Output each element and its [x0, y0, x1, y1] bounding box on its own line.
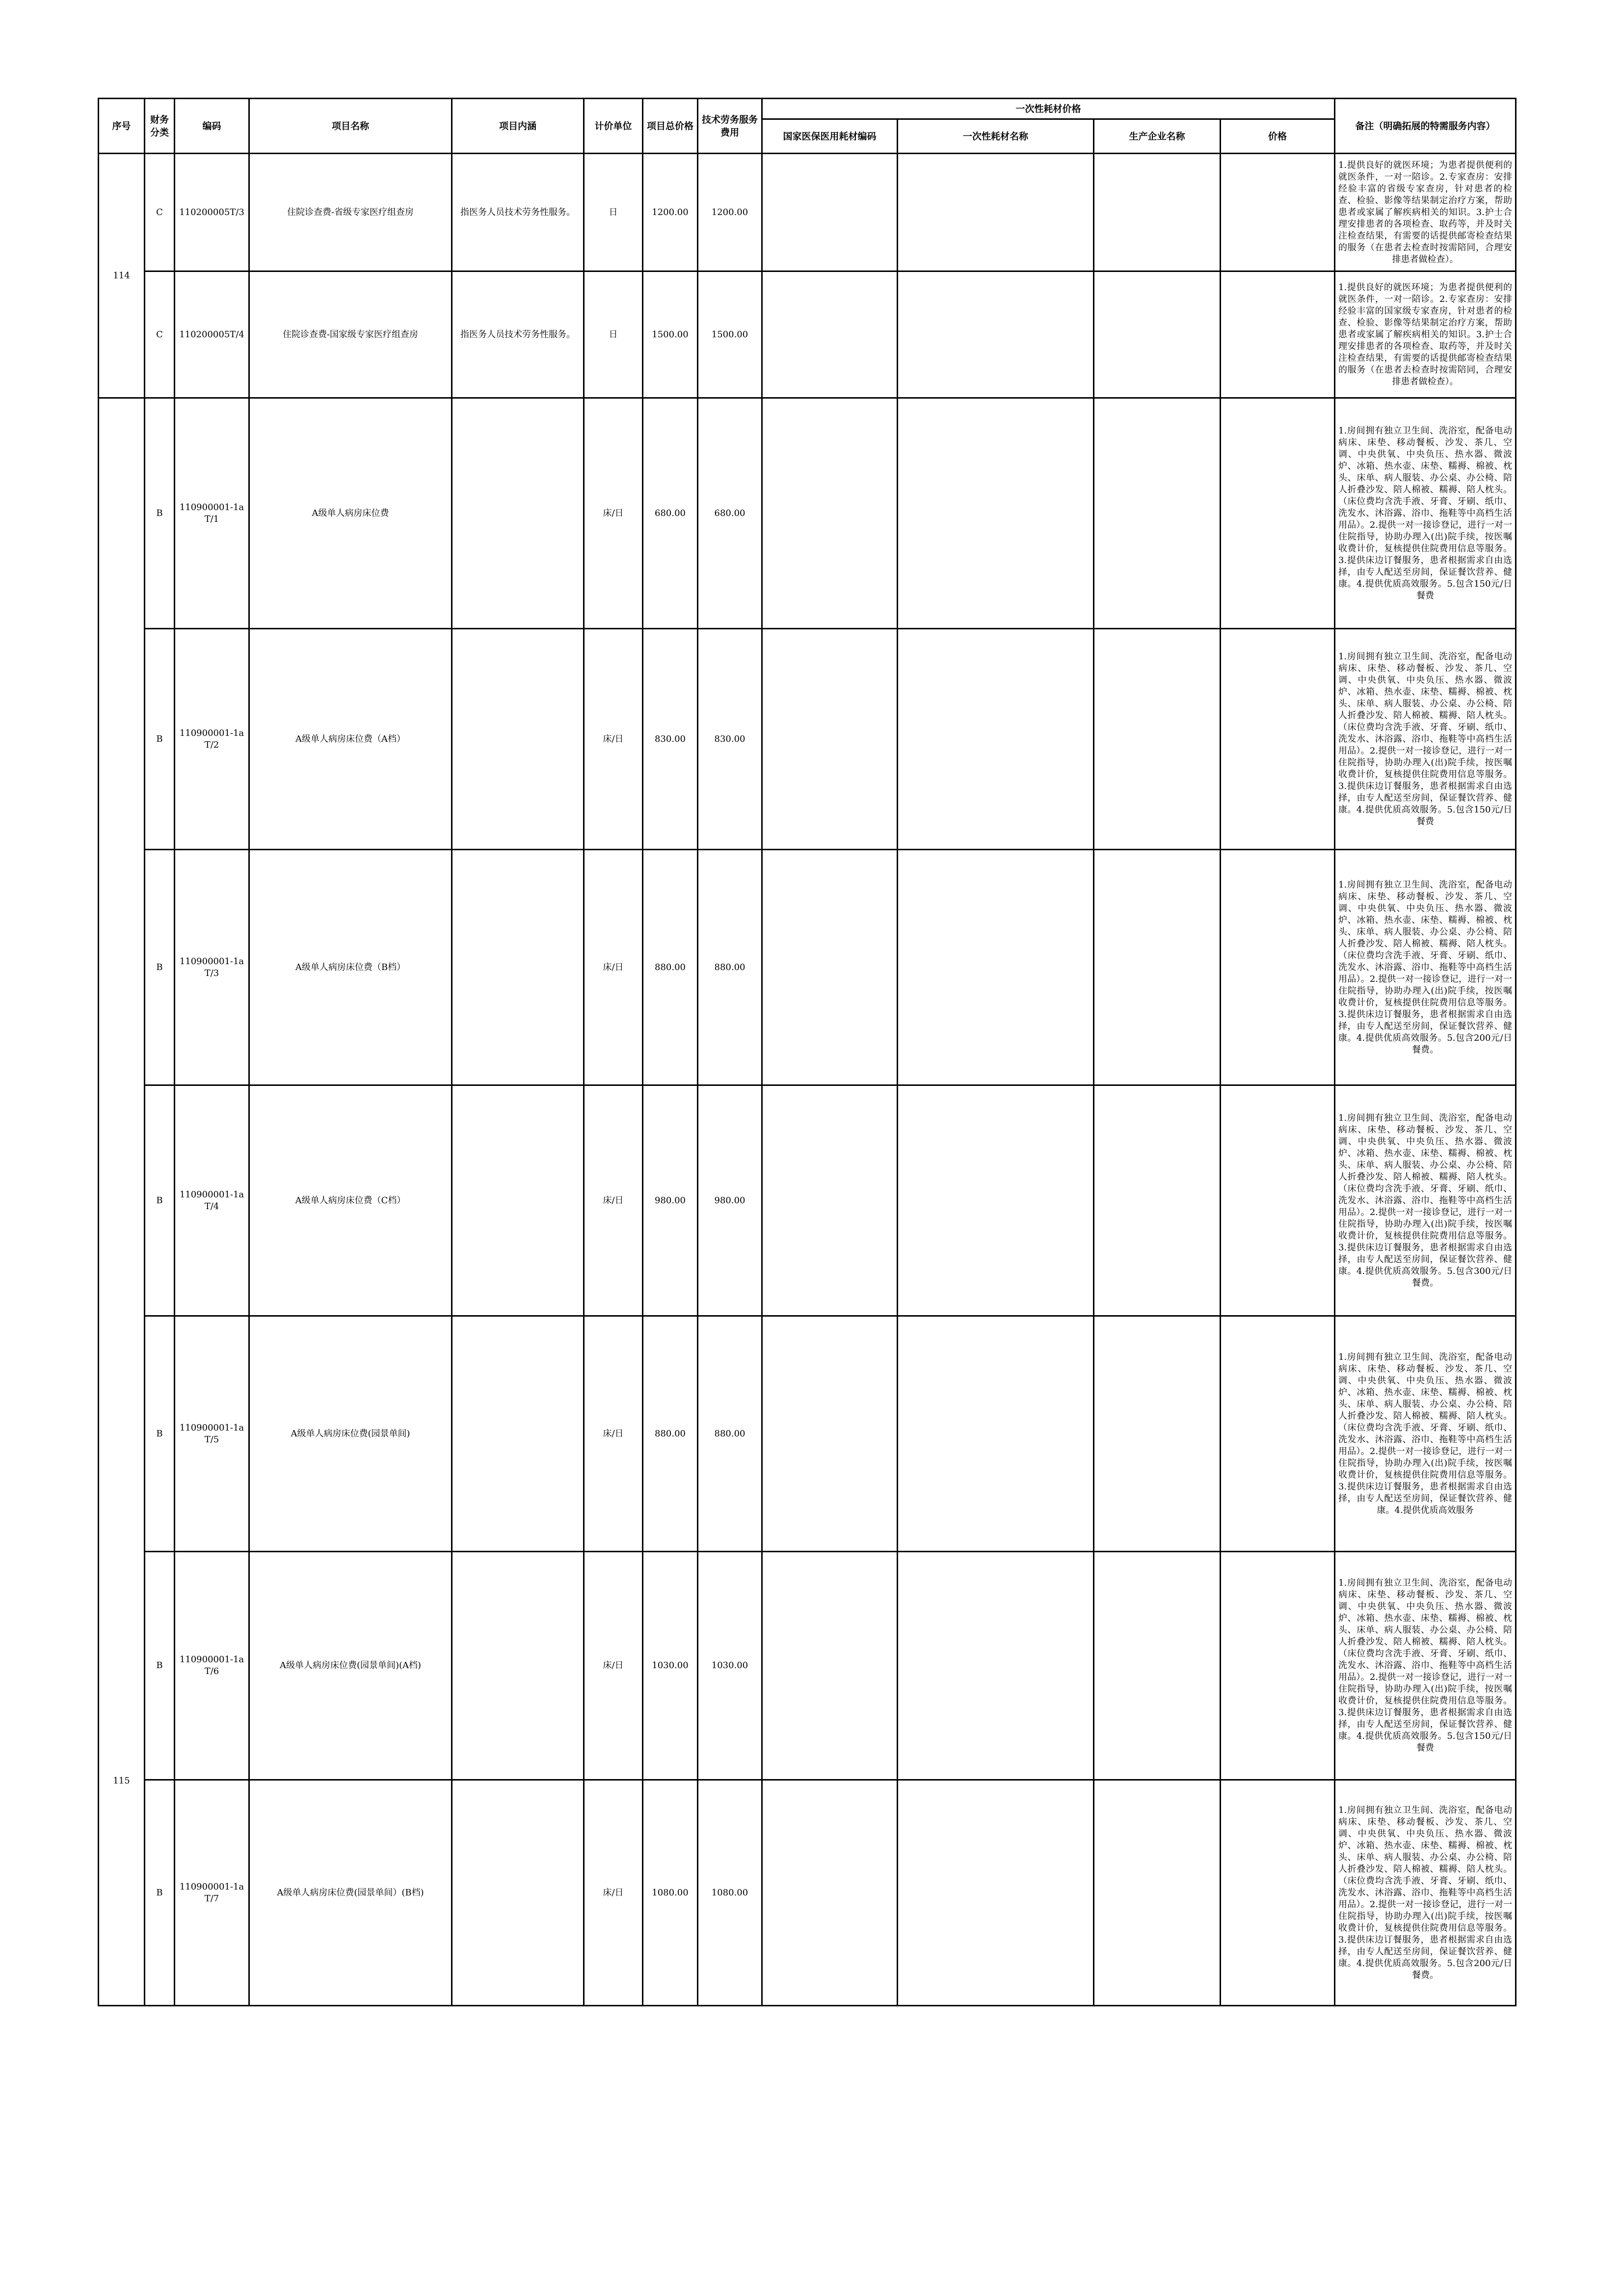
- cell-unit: 日: [584, 154, 643, 271]
- cell-total: 880.00: [643, 1316, 698, 1552]
- cell-remark: [1335, 1316, 1516, 1552]
- cell-labor: 1080.00: [698, 1780, 762, 2006]
- cell-total: 980.00: [643, 1085, 698, 1316]
- cell-fin-cat: C: [145, 271, 175, 398]
- cell-content: [452, 1780, 584, 2006]
- cell-remark: [1335, 1552, 1516, 1780]
- cell-price: [1221, 1780, 1335, 2006]
- cell-consumable-name: [898, 1316, 1094, 1552]
- cell-code: 110900001-1aT/4: [175, 1085, 249, 1316]
- cell-name: A级单人病房床位费(园景单间): [249, 1316, 452, 1552]
- group-seq-115: [99, 398, 145, 2006]
- cell-labor: 880.00: [698, 1316, 762, 1552]
- cell-consumable-code: [762, 398, 898, 629]
- cell-manufacturer: [1094, 629, 1221, 850]
- cell-consumable-code: [762, 1085, 898, 1316]
- cell-fin-cat: B: [145, 1780, 175, 2006]
- cell-consumable-code: [762, 1316, 898, 1552]
- remark-text: 1.提供良好的就医环境；为患者提供便利的就医条件，一对一陪诊。2.专家查房：安排经验丰富的国家级专家查房，针对患者的检查、检验、影像等结果制定治疗方案，帮助患者或家属了解疾病相关的知识。3.护士合理安排患者的各项检查、取药等，并及时关注检查结果，有需要的话提供邮寄检查结果的服务（在患者去检查时按需陪同，合理安排患者做检查）。: [1338, 282, 1513, 387]
- cell-labor: 880.00: [698, 850, 762, 1085]
- cell-price: [1221, 629, 1335, 850]
- cell-fin-cat: B: [145, 1085, 175, 1316]
- remark-text: 1.房间拥有独立卫生间、洗浴室，配备电动病床、床垫、移动餐板、沙发、茶几、空调、中央供氧、中央负压、热水器、微波炉、冰箱、热水壶、床垫、糯褥、棉被、枕头、床单、病人服装、办公桌、办公椅、陪人折叠沙发、陪人棉被、糯褥、陪人枕头。（床位费均含洗手液、牙膏、牙刷、纸巾、洗发水、沐浴露、浴巾、拖鞋等中高档生活用品）。2.提供一对一接诊登记，进行一对一住院指导，协助办理入(出)院手续，按医嘱收费计价，复核提供住院费用信息等服务。3.提供床边订餐服务，患者根据需求自由选择，由专人配送至房间，保证餐饮营养、健康。4.提供优质高效服务。5.包含150元/日餐费: [1338, 651, 1513, 827]
- cell-fin-cat: B: [145, 398, 175, 629]
- cell-code: 110900001-1aT/2: [175, 629, 249, 850]
- header-consumable-group: 一次性耗材价格: [762, 99, 1335, 119]
- cell-code: 110900001-1aT/6: [175, 1552, 249, 1780]
- cell-fin-cat: B: [145, 1316, 175, 1552]
- cell-total: 1200.00: [643, 154, 698, 271]
- cell-labor: 1030.00: [698, 1552, 762, 1780]
- header-price: 价格: [1221, 119, 1335, 154]
- cell-content: 指医务人员技术劳务性服务。: [452, 271, 584, 398]
- header-manufacturer: 生产企业名称: [1094, 119, 1221, 154]
- cell-consumable-code: [762, 1780, 898, 2006]
- cell-total: 1500.00: [643, 271, 698, 398]
- cell-consumable-name: [898, 271, 1094, 398]
- cell-remark: [1335, 1780, 1516, 2006]
- cell-code: 110900001-1aT/1: [175, 398, 249, 629]
- header-item-name: 项目名称: [249, 99, 452, 154]
- table-row: [99, 398, 1516, 629]
- cell-consumable-name: [898, 629, 1094, 850]
- cell-remark: [1335, 271, 1516, 398]
- group-seq-114: 114: [99, 154, 145, 398]
- header-consumable-code: 国家医保医用耗材编码: [762, 119, 898, 154]
- cell-unit: 床/日: [584, 1085, 643, 1316]
- table-row: [99, 850, 1516, 1085]
- cell-total: 1030.00: [643, 1552, 698, 1780]
- cell-name: 住院诊查费-国家级专家医疗组查房: [249, 271, 452, 398]
- group-seq-label: 115: [113, 1776, 130, 1786]
- cell-labor: 1500.00: [698, 271, 762, 398]
- cell-manufacturer: [1094, 398, 1221, 629]
- remark-text: 1.提供良好的就医环境；为患者提供便利的就医条件，一对一陪诊。2.专家查房：安排经验丰富的省级专家查房，针对患者的检查、检验、影像等结果制定治疗方案，帮助患者或家属了解疾病相关的知识。3.护士合理安排患者的各项检查、取药等，并及时关注检查结果，有需要的话提供邮寄检查结果的服务（在患者去检查时按需陪同，合理安排患者做检查）。: [1338, 160, 1513, 265]
- header-remark: 备注（明确拓展的特需服务内容）: [1335, 99, 1516, 154]
- cell-content: [452, 1316, 584, 1552]
- cell-remark: [1335, 154, 1516, 271]
- cell-name: A级单人病房床位费(园景单间)(A档): [249, 1552, 452, 1780]
- cell-unit: 床/日: [584, 1780, 643, 2006]
- table-row: [99, 1316, 1516, 1552]
- cell-code: 110900001-1aT/7: [175, 1780, 249, 2006]
- cell-name: A级单人病房床位费(园景单间）(B档): [249, 1780, 452, 2006]
- cell-name: A级单人病房床位费（C档）: [249, 1085, 452, 1316]
- cell-total: 880.00: [643, 850, 698, 1085]
- cell-remark: [1335, 1085, 1516, 1316]
- cell-remark: [1335, 850, 1516, 1085]
- cell-consumable-code: [762, 1552, 898, 1780]
- cell-price: [1221, 154, 1335, 271]
- cell-consumable-name: [898, 1780, 1094, 2006]
- cell-content: [452, 1085, 584, 1316]
- cell-unit: 床/日: [584, 850, 643, 1085]
- cell-total: 830.00: [643, 629, 698, 850]
- cell-manufacturer: [1094, 271, 1221, 398]
- cell-name: A级单人病房床位费: [249, 398, 452, 629]
- cell-consumable-code: [762, 154, 898, 271]
- remark-text: 1.房间拥有独立卫生间、洗浴室，配备电动病床、床垫、移动餐板、沙发、茶几、空调、中央供氧、中央负压、热水器、微波炉、冰箱、热水壶、床垫、糯褥、棉被、枕头、床单、病人服装、办公桌、办公椅、陪人折叠沙发、陪人棉被、糯褥、陪人枕头。（床位费均含洗手液、牙膏、牙刷、纸巾、洗发水、沐浴露、浴巾、拖鞋等中高档生活用品）。2.提供一对一接诊登记，进行一对一住院指导，协助办理入(出)院手续，按医嘱收费计价，复核提供住院费用信息等服务。3.提供床边订餐服务，患者根据需求自由选择，由专人配送至房间，保证餐饮营养、健康。4.提供优质高效服务。5.包含300元/日餐费。: [1338, 1112, 1513, 1288]
- header-labor-fee: 技术劳务服务费用: [698, 99, 762, 154]
- remark-text: 1.房间拥有独立卫生间、洗浴室，配备电动病床、床垫、移动餐板、沙发、茶几、空调、中央供氧、中央负压、热水器、微波炉、冰箱、热水壶、床垫、糯褥、棉被、枕头、床单、病人服装、办公桌、办公椅、陪人折叠沙发、陪人棉被、糯褥、陪人枕头。（床位费均含洗手液、牙膏、牙刷、纸巾、洗发水、沐浴露、浴巾、拖鞋等中高档生活用品）。2.提供一对一接诊登记，进行一对一住院指导，协助办理入(出)院手续，按医嘱收费计价，复核提供住院费用信息等服务。3.提供床边订餐服务，患者根据需求自由选择，由专人配送至房间，保证餐饮营养、健康。4.提供优质高效服务。5.包含150元/日餐费: [1338, 1578, 1513, 1753]
- cell-consumable-name: [898, 154, 1094, 271]
- cell-manufacturer: [1094, 1085, 1221, 1316]
- cell-name: A级单人病房床位费（A档）: [249, 629, 452, 850]
- cell-fin-cat: B: [145, 1552, 175, 1780]
- remark-text: 1.房间拥有独立卫生间、洗浴室，配备电动病床、床垫、移动餐板、沙发、茶几、空调、中央供氧、中央负压、热水器、微波炉、冰箱、热水壶、床垫、糯褥、棉被、枕头、床单、病人服装、办公桌、办公椅、陪人折叠沙发、陪人棉被、糯褥、陪人枕头。（床位费均含洗手液、牙膏、牙刷、纸巾、洗发水、沐浴露、浴巾、拖鞋等中高档生活用品）。2.提供一对一接诊登记，进行一对一住院指导，协助办理入(出)院手续，按医嘱收费计价，复核提供住院费用信息等服务。3.提供床边订餐服务，患者根据需求自由选择，由专人配送至房间，保证餐饮营养、健康。4.提供优质高效服务。5.包含200元/日餐费。: [1338, 1805, 1513, 1980]
- cell-price: [1221, 1085, 1335, 1316]
- cell-consumable-code: [762, 271, 898, 398]
- cell-manufacturer: [1094, 154, 1221, 271]
- cell-remark: [1335, 398, 1516, 629]
- cell-code: 110200005T/4: [175, 271, 249, 398]
- header-seq: 序号: [99, 99, 145, 154]
- remark-text: 1.房间拥有独立卫生间、洗浴室，配备电动病床、床垫、移动餐板、沙发、茶几、空调、中央供氧、中央负压、热水器、微波炉、冰箱、热水壶、床垫、糯褥、棉被、枕头、床单、病人服装、办公桌、办公椅、陪人折叠沙发、陪人棉被、糯褥、陪人枕头。（床位费均含洗手液、牙膏、牙刷、纸巾、洗发水、沐浴露、浴巾、拖鞋等中高档生活用品）。2.提供一对一接诊登记，进行一对一住院指导，协助办理入(出)院手续，按医嘱收费计价，复核提供住院费用信息等服务。3.提供床边订餐服务，患者根据需求自由选择，由专人配送至房间，保证餐饮营养、健康。4.提供优质高效服务: [1338, 1351, 1513, 1515]
- cell-labor: 830.00: [698, 629, 762, 850]
- header-unit: 计价单位: [584, 99, 643, 154]
- cell-price: [1221, 271, 1335, 398]
- table-row: [99, 154, 1516, 271]
- cell-content: [452, 850, 584, 1085]
- cell-consumable-name: [898, 1552, 1094, 1780]
- cell-code: 110200005T/3: [175, 154, 249, 271]
- table-row: [99, 1085, 1516, 1316]
- cell-name: 住院诊查费-省级专家医疗组查房: [249, 154, 452, 271]
- cell-consumable-code: [762, 629, 898, 850]
- cell-content: 指医务人员技术劳务性服务。: [452, 154, 584, 271]
- cell-manufacturer: [1094, 1552, 1221, 1780]
- cell-total: 1080.00: [643, 1780, 698, 2006]
- cell-manufacturer: [1094, 1780, 1221, 2006]
- header-financial-category: 财务分类: [145, 99, 175, 154]
- cell-unit: 床/日: [584, 1552, 643, 1780]
- cell-labor: 980.00: [698, 1085, 762, 1316]
- table-row: [99, 271, 1516, 398]
- header-code: 编码: [175, 99, 249, 154]
- header-consumable-name: 一次性耗材名称: [898, 119, 1094, 154]
- cell-labor: 680.00: [698, 398, 762, 629]
- remark-text: 1.房间拥有独立卫生间、洗浴室，配备电动病床、床垫、移动餐板、沙发、茶几、空调、中央供氧、中央负压、热水器、微波炉、冰箱、热水壶、床垫、糯褥、棉被、枕头、床单、病人服装、办公桌、办公椅、陪人折叠沙发、陪人棉被、糯褥、陪人枕头。（床位费均含洗手液、牙膏、牙刷、纸巾、洗发水、沐浴露、浴巾、拖鞋等中高档生活用品）。2.提供一对一接诊登记，进行一对一住院指导，协助办理入(出)院手续，按医嘱收费计价，复核提供住院费用信息等服务。3.提供床边订餐服务，患者根据需求自由选择，由专人配送至房间，保证餐饮营养、健康。4.提供优质高效服务。5.包含150元/日餐费: [1338, 425, 1513, 601]
- cell-price: [1221, 1316, 1335, 1552]
- cell-unit: 日: [584, 271, 643, 398]
- cell-price: [1221, 398, 1335, 629]
- cell-content: [452, 1552, 584, 1780]
- cell-labor: 1200.00: [698, 154, 762, 271]
- cell-content: [452, 398, 584, 629]
- cell-unit: 床/日: [584, 1316, 643, 1552]
- cell-price: [1221, 850, 1335, 1085]
- cell-fin-cat: C: [145, 154, 175, 271]
- header-total-price: 项目总价格: [643, 99, 698, 154]
- cell-unit: 床/日: [584, 629, 643, 850]
- header-item-content: 项目内涵: [452, 99, 584, 154]
- cell-content: [452, 629, 584, 850]
- cell-code: 110900001-1aT/5: [175, 1316, 249, 1552]
- cell-fin-cat: B: [145, 629, 175, 850]
- remark-text: 1.房间拥有独立卫生间、洗浴室，配备电动病床、床垫、移动餐板、沙发、茶几、空调、中央供氧、中央负压、热水器、微波炉、冰箱、热水壶、床垫、糯褥、棉被、枕头、床单、病人服装、办公桌、办公椅、陪人折叠沙发、陪人棉被、糯褥、陪人枕头。（床位费均含洗手液、牙膏、牙刷、纸巾、洗发水、沐浴露、浴巾、拖鞋等中高档生活用品）。2.提供一对一接诊登记，进行一对一住院指导，协助办理入(出)院手续，按医嘱收费计价，复核提供住院费用信息等服务。3.提供床边订餐服务，患者根据需求自由选择，由专人配送至房间，保证餐饮营养、健康。4.提供优质高效服务。5.包含200元/日餐费。: [1338, 879, 1513, 1055]
- cell-code: 110900001-1aT/3: [175, 850, 249, 1085]
- cell-price: [1221, 1552, 1335, 1780]
- cell-total: 680.00: [643, 398, 698, 629]
- cell-unit: 床/日: [584, 398, 643, 629]
- cell-manufacturer: [1094, 850, 1221, 1085]
- table-row: [99, 1552, 1516, 1780]
- cell-name: A级单人病房床位费（B档）: [249, 850, 452, 1085]
- table-row: [99, 629, 1516, 850]
- cell-consumable-code: [762, 850, 898, 1085]
- pricing-table: [98, 98, 1517, 2006]
- cell-manufacturer: [1094, 1316, 1221, 1552]
- cell-consumable-name: [898, 850, 1094, 1085]
- cell-fin-cat: B: [145, 850, 175, 1085]
- table-row: [99, 1780, 1516, 2006]
- cell-remark: [1335, 629, 1516, 850]
- cell-consumable-name: [898, 398, 1094, 629]
- cell-consumable-name: [898, 1085, 1094, 1316]
